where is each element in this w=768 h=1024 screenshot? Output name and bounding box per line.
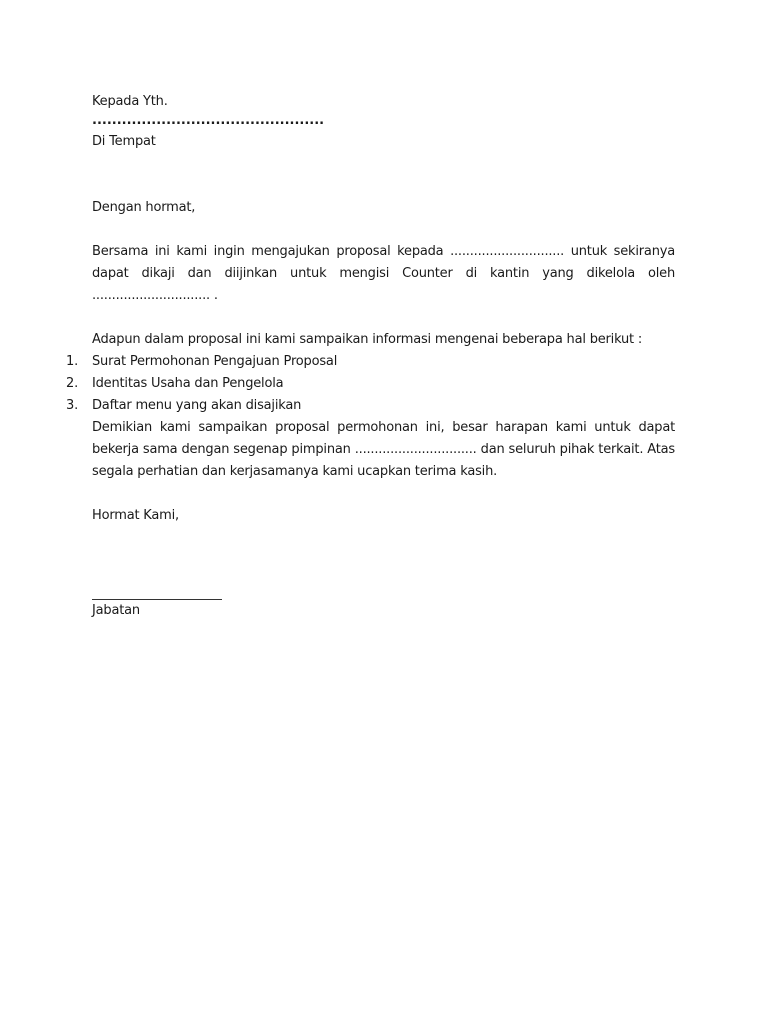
- recipient-blank: ...............................................: [92, 113, 325, 128]
- spacer: [92, 153, 675, 197]
- list-item-text: Daftar menu yang akan disajikan: [92, 398, 302, 413]
- sign-off: Hormat Kami,: [92, 508, 179, 523]
- list-number: 2.: [66, 376, 79, 391]
- list-item-text: Identitas Usaha dan Pengelola: [92, 376, 284, 391]
- list-number: 3.: [66, 398, 79, 413]
- list-intro: Adapun dalam proposal ini kami sampaikan informasi mengenai beberapa hal berikut :: [92, 332, 643, 347]
- location-line: Di Tempat: [92, 134, 156, 149]
- list-item: [66, 395, 675, 417]
- position-title: Jabatan: [92, 603, 140, 618]
- list-item-text: Surat Permohonan Pengajuan Proposal: [92, 354, 338, 369]
- spacer: [92, 219, 675, 241]
- closing-paragraph: Demikian kami sampaikan proposal permohonan ini, besar harapan kami untuk dapat bekerja sama dengan segenap pimpinan ............................... dan seluruh pihak terkait. Atas segala perhatian dan kerjasamanya kami ucapkan terima kasih.: [92, 420, 675, 479]
- signature-line: [92, 585, 222, 600]
- list-number: 1.: [66, 354, 79, 369]
- attachment-list: [66, 351, 675, 417]
- list-item: [66, 373, 675, 395]
- list-item: [66, 351, 675, 373]
- letter-body: [66, 91, 675, 622]
- opening-paragraph: Bersama ini kami ingin mengajukan proposal kepada ............................. untuk sekiranya dapat dikaji dan diijinkan untuk mengisi Counter di kantin yang dikelola oleh .............................. .: [92, 244, 675, 303]
- salutation-to: Kepada Yth.: [92, 94, 168, 109]
- spacer: [92, 307, 675, 329]
- spacer: [92, 483, 675, 505]
- greeting: Dengan hormat,: [92, 200, 196, 215]
